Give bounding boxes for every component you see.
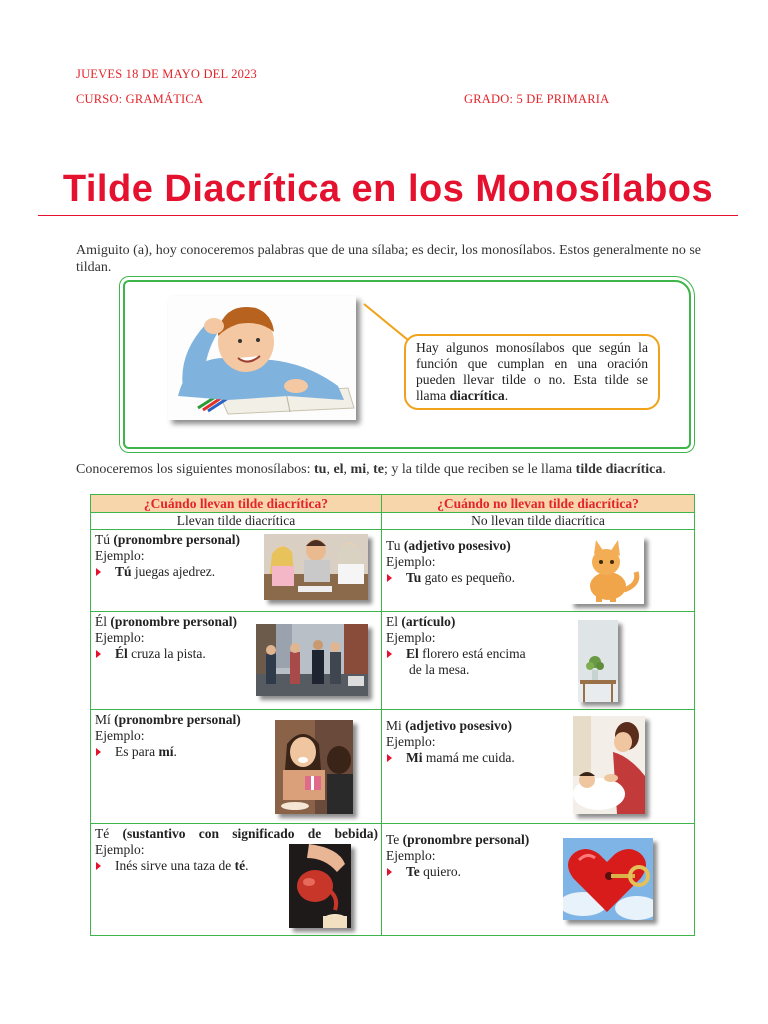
course-label: CURSO: GRAMÁTICA: [76, 92, 204, 106]
example-text: quiero.: [419, 864, 462, 879]
sentence-bold: tilde diacrítica: [575, 462, 663, 477]
example-text: Inés sirve una taza de: [115, 858, 235, 873]
word-type: (adjetivo posesivo): [403, 538, 511, 553]
example-bold: El: [406, 646, 419, 661]
bullet-icon: [387, 574, 392, 582]
table-row: [91, 824, 695, 936]
example-text: gato es pequeño.: [421, 570, 516, 585]
example-bold: Tú: [115, 564, 132, 579]
cell-tu-accent: [91, 530, 382, 612]
bullet-icon: [96, 748, 101, 756]
cell-el-accent: [91, 612, 382, 710]
example-text: mamá me cuida.: [422, 750, 515, 765]
subheader-with-tilde: Llevan tilde diacrítica: [91, 513, 382, 530]
street-people-photo: [256, 624, 368, 696]
mother-child-photo: [573, 716, 645, 814]
monosyllables-sentence: [76, 461, 716, 478]
boy-reading-photo: [168, 296, 356, 420]
heart-key-photo: [563, 838, 653, 920]
tea-pouring-photo: [289, 844, 351, 928]
example-bold: Mi: [406, 750, 423, 765]
sentence-end: .: [662, 462, 666, 477]
bullet-icon: [96, 568, 101, 576]
word-type: (sustantivo con significado de bebida): [122, 826, 378, 841]
header-with-tilde: ¿Cuándo llevan tilde diacrítica?: [91, 495, 382, 513]
example-label: Ejemplo:: [386, 848, 436, 863]
tilde-table: [90, 494, 695, 936]
example-bold: Él: [115, 646, 128, 661]
word: Él: [95, 614, 107, 629]
speech-bubble: [404, 334, 660, 410]
sentence-text: Conoceremos los siguientes monosílabos:: [76, 462, 314, 477]
gift-surprise-photo: [275, 720, 353, 814]
bullet-icon: [387, 868, 392, 876]
bullet-icon: [387, 754, 392, 762]
word-type: (adjetivo posesivo): [405, 718, 513, 733]
word-type: (artículo): [401, 614, 456, 629]
grade-label: GRADO: 5 DE PRIMARIA: [464, 92, 610, 106]
cell-mi-accent: [91, 710, 382, 824]
date-label: JUEVES 18 DE MAYO DEL 2023: [76, 67, 258, 81]
example-text-continued: de la mesa.: [409, 662, 470, 677]
word-type: (pronombre personal): [402, 832, 530, 847]
flower-vase-photo: [578, 620, 618, 702]
example-label: Ejemplo:: [386, 734, 436, 749]
example-label: Ejemplo:: [95, 842, 145, 857]
family-chess-photo: [264, 534, 368, 600]
sep: ,: [326, 462, 334, 477]
sep: ,: [366, 462, 374, 477]
example-text: .: [173, 744, 177, 759]
sep: ,: [343, 462, 351, 477]
example-text: cruza la pista.: [127, 646, 206, 661]
cell-el: [382, 612, 695, 710]
table-row: [91, 612, 695, 710]
example-bold: mí: [158, 744, 174, 759]
example-bold: Tu: [406, 570, 422, 585]
header-without-tilde: ¿Cuándo no llevan tilde diacrítica?: [382, 495, 695, 513]
word-te: te: [373, 462, 384, 477]
example-bold: Te: [406, 864, 420, 879]
bullet-icon: [96, 650, 101, 658]
bullet-icon: [96, 862, 101, 870]
word-type: (pronombre personal): [114, 712, 241, 727]
word-type: (pronombre personal): [113, 532, 241, 547]
bubble-end: .: [504, 388, 509, 403]
word: Tú: [95, 532, 110, 547]
word-el: el: [333, 462, 344, 477]
word: Mi: [386, 718, 402, 733]
example-label: Ejemplo:: [95, 630, 145, 645]
subheader-without-tilde: No llevan tilde diacrítica: [382, 513, 695, 530]
cell-te: [382, 824, 695, 936]
cell-mi: [382, 710, 695, 824]
example-text: Es para: [115, 744, 159, 759]
bubble-bold: diacrítica: [449, 388, 505, 403]
example-label: Ejemplo:: [386, 554, 436, 569]
word-mi: mi: [350, 462, 367, 477]
word: El: [386, 614, 398, 629]
sentence-text: ; y la tilde que reciben se le llama: [384, 462, 576, 477]
example-bold: té: [234, 858, 246, 873]
example-text: juegas ajedrez.: [131, 564, 216, 579]
word: Mí: [95, 712, 111, 727]
bubble-text: Hay algunos monosílabos que según la función que cumplan en una oración pueden llevar tilde o no. Esta tilde se llama: [416, 340, 648, 403]
cell-te-accent: [91, 824, 382, 936]
bullet-icon: [387, 650, 392, 658]
example-label: Ejemplo:: [386, 630, 436, 645]
kitten-photo: [570, 536, 644, 604]
table-row: [91, 710, 695, 824]
table-row: [91, 530, 695, 612]
word-tu: tu: [313, 462, 327, 477]
page-title: Tilde Diacrítica en los Monosílabos: [62, 168, 714, 210]
example-label: Ejemplo:: [95, 548, 145, 563]
example-label: Ejemplo:: [95, 728, 145, 743]
word-type: (pronombre personal): [110, 614, 238, 629]
cell-tu: [382, 530, 695, 612]
word: Té: [95, 826, 110, 841]
word: Te: [386, 832, 400, 847]
word: Tu: [386, 538, 401, 553]
example-text: florero está encima: [418, 646, 526, 661]
title-divider: [38, 215, 738, 216]
example-text: .: [245, 858, 249, 873]
intro-paragraph: Amiguito (a), hoy conoceremos palabras que de una sílaba; es decir, los monosílabos. Estos generalmente no se tildan.: [76, 243, 701, 275]
